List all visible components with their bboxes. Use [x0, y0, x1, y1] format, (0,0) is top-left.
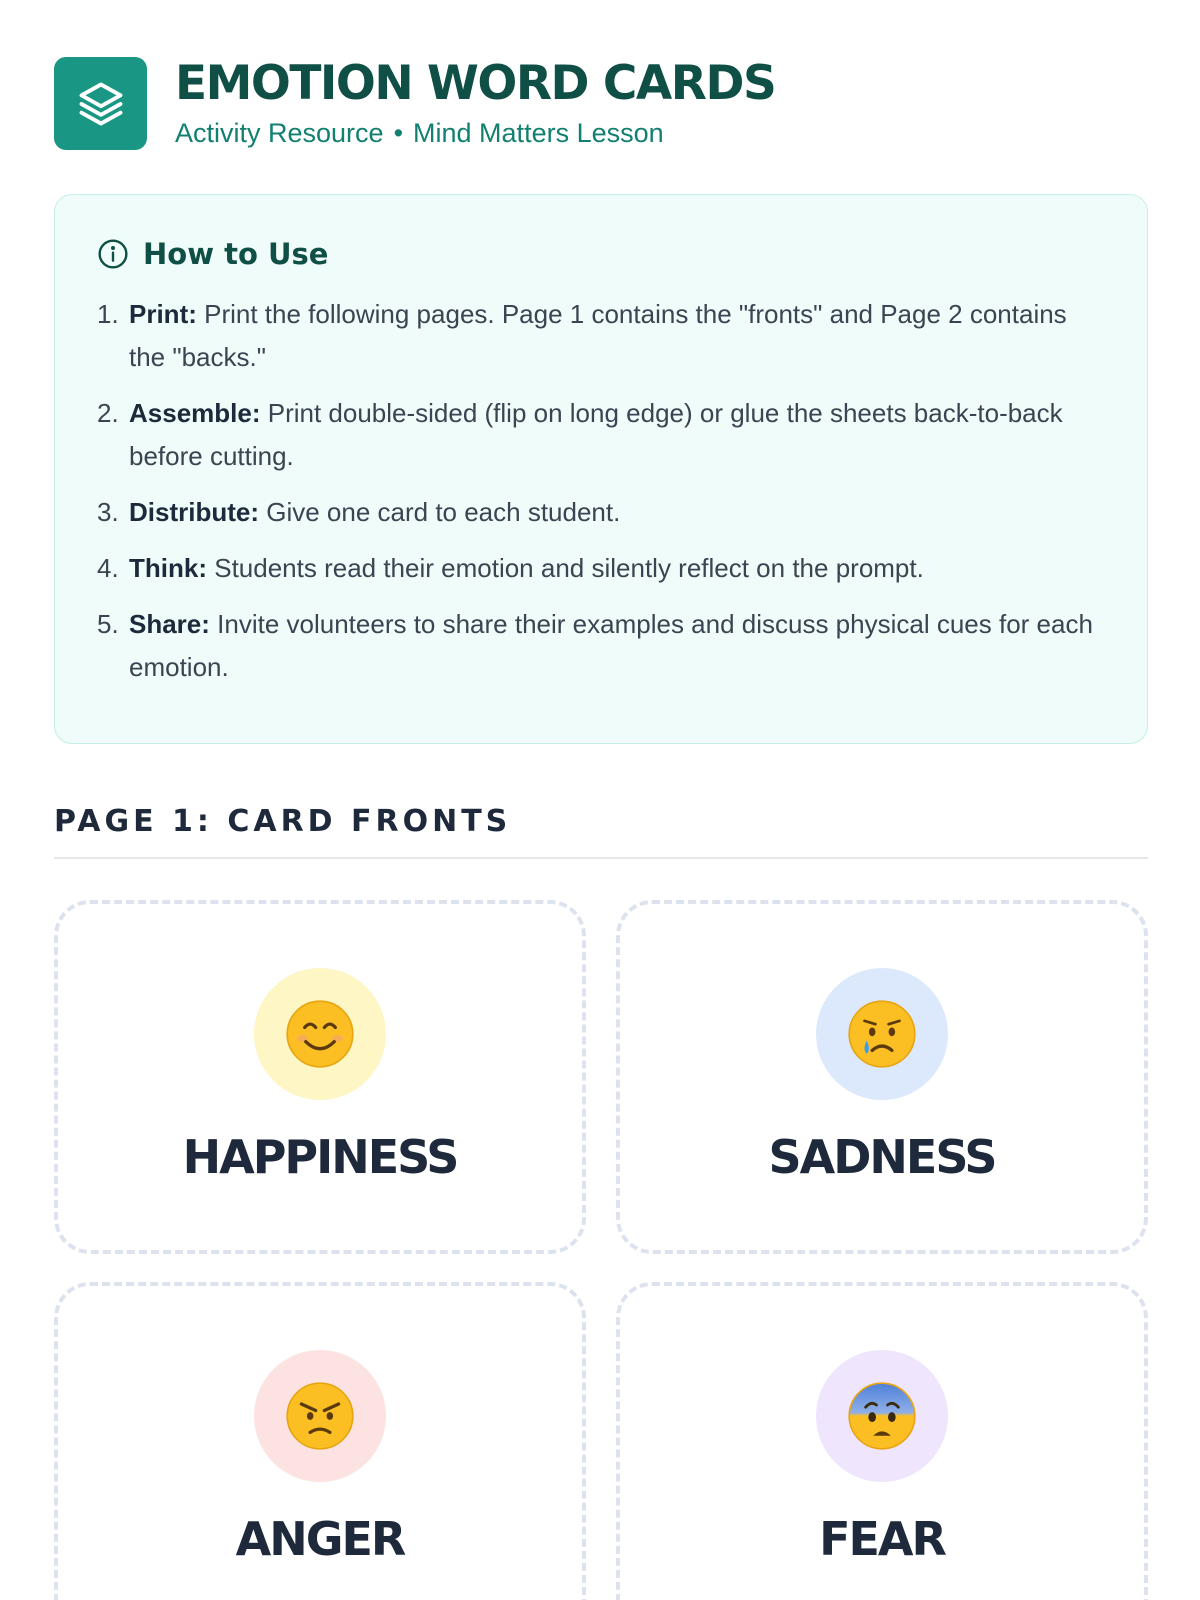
instruction-step	[97, 547, 1107, 590]
instruction-list	[97, 293, 1107, 689]
smiling-face-icon	[285, 999, 355, 1069]
how-to-use-title: How to Use	[143, 237, 329, 271]
instruction-step	[97, 392, 1107, 478]
emotion-card-sadness	[616, 900, 1148, 1254]
crying-face-icon	[847, 999, 917, 1069]
step-text: Invite volunteers to share their examples and discuss physical cues for each emotion.	[129, 609, 1093, 682]
page-subtitle	[175, 118, 775, 149]
step-number: 4.	[97, 553, 119, 583]
step-number: 5.	[97, 609, 119, 639]
page-title: EMOTION WORD CARDS	[175, 56, 776, 111]
fearful-face-icon	[847, 1381, 917, 1451]
emotion-word: SADNESS	[768, 1130, 996, 1184]
step-text: Print the following pages. Page 1 contains the "fronts" and Page 2 contains the "backs."	[129, 299, 1067, 372]
face-circle	[816, 1350, 948, 1482]
instruction-step	[97, 491, 1107, 534]
emotion-word: HAPPINESS	[182, 1130, 458, 1184]
how-to-use-panel	[54, 194, 1148, 744]
angry-face-icon	[285, 1381, 355, 1451]
section-divider	[54, 857, 1148, 859]
how-to-use-header	[97, 237, 1107, 271]
step-text: Print double-sided (flip on long edge) or glue the sheets back-to-back before cutting.	[129, 398, 1063, 471]
step-label: Print:	[129, 299, 197, 329]
step-text: Give one card to each student.	[259, 497, 621, 527]
face-circle	[816, 968, 948, 1100]
instruction-step	[97, 603, 1107, 689]
subtitle-lesson: Mind Matters Lesson	[413, 118, 664, 148]
step-number: 3.	[97, 497, 119, 527]
emotion-card-fear	[616, 1282, 1148, 1600]
emotion-word: FEAR	[819, 1512, 945, 1566]
emotion-card-happiness	[54, 900, 586, 1254]
instruction-step	[97, 293, 1107, 379]
subtitle-resource: Activity Resource	[175, 118, 384, 148]
step-text: Students read their emotion and silently reflect on the prompt.	[207, 553, 924, 583]
step-number: 2.	[97, 398, 119, 428]
page-header	[54, 57, 775, 150]
section-title: PAGE 1: CARD FRONTS	[54, 804, 512, 839]
layers-icon	[54, 57, 147, 150]
step-label: Share:	[129, 609, 210, 639]
face-circle	[254, 1350, 386, 1482]
step-number: 1.	[97, 299, 119, 329]
step-label: Distribute:	[129, 497, 259, 527]
emotion-card-anger	[54, 1282, 586, 1600]
face-circle	[254, 968, 386, 1100]
subtitle-separator: •	[393, 118, 404, 148]
info-icon	[97, 238, 129, 270]
emotion-word: ANGER	[235, 1512, 405, 1566]
title-block	[175, 57, 775, 149]
step-label: Think:	[129, 553, 207, 583]
step-label: Assemble:	[129, 398, 261, 428]
